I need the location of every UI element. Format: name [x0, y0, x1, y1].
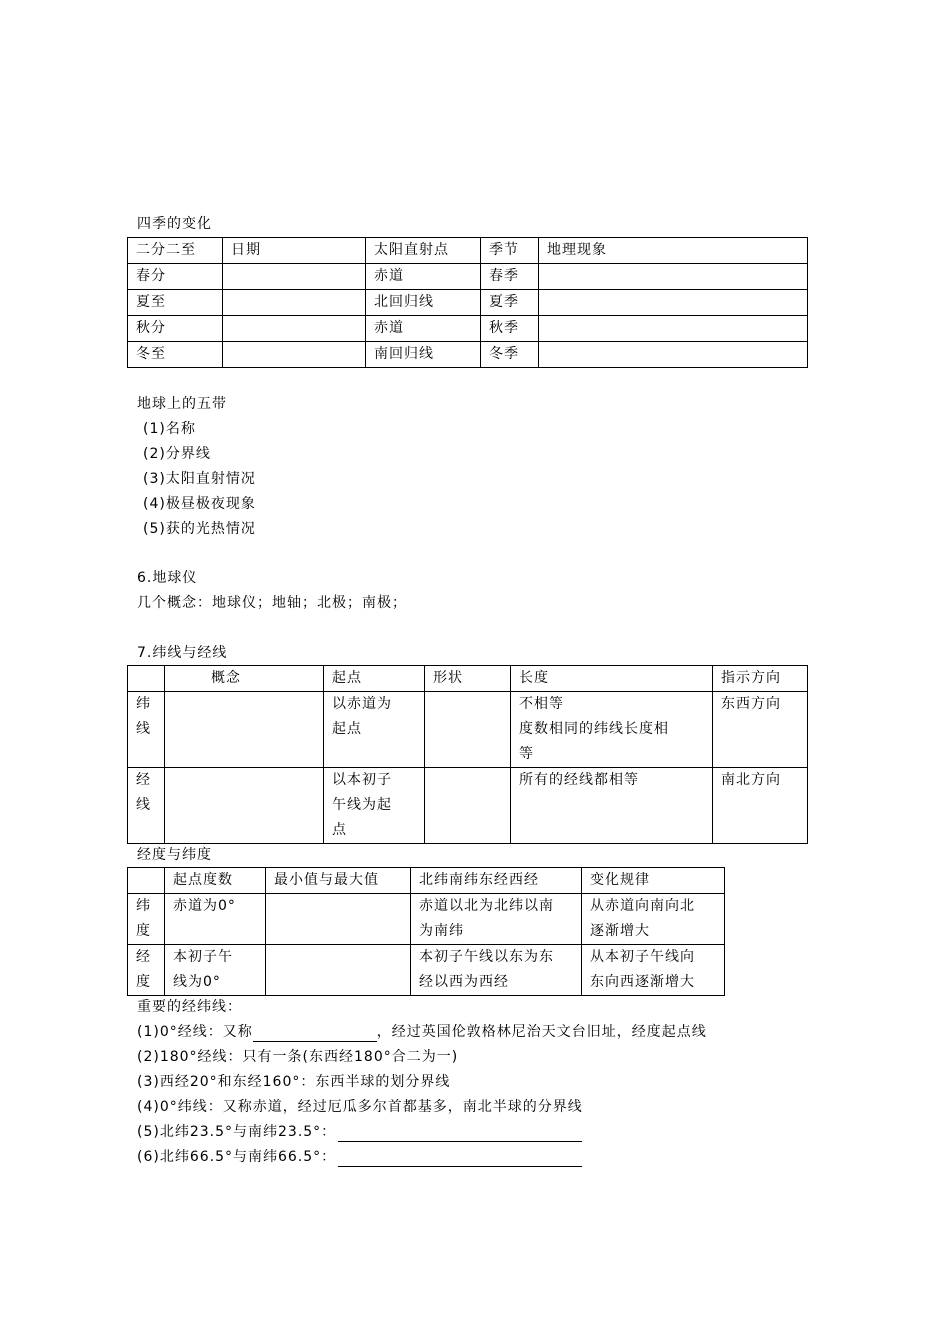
seasons-table	[127, 237, 808, 368]
answer-blank[interactable]	[338, 1125, 582, 1142]
degrees-cell: 从赤道向南向北 逐渐增大	[582, 894, 725, 945]
seasons-cell: 北回归线	[366, 290, 481, 316]
seasons-cell	[539, 264, 808, 290]
degrees-header-cell: 北纬南纬东经西经	[411, 868, 582, 894]
table-row	[128, 290, 808, 316]
answer-blank[interactable]	[338, 1150, 582, 1167]
globe-title: 6.地球仪	[137, 570, 198, 586]
lines-header-cell: 指示方向	[713, 666, 808, 692]
important-item: (4)0°纬线：又称赤道，经过厄瓜多尔首都基多，南北半球的分界线	[137, 1099, 583, 1115]
five-zones-item: (3)太阳直射情况	[143, 471, 256, 487]
table-row	[128, 316, 808, 342]
lines-header-cell: 形状	[425, 666, 511, 692]
five-zones-title: 地球上的五带	[137, 396, 227, 412]
degrees-cell: 从本初子午线向 东向西逐渐增大	[582, 945, 725, 996]
five-zones-item: (2)分界线	[143, 446, 211, 462]
important-item: (3)西经20°和东经160°：东西半球的划分界线	[137, 1074, 451, 1090]
seasons-cell	[223, 316, 366, 342]
lines-cell	[425, 768, 511, 844]
lines-cell: 以赤道为 起点	[324, 692, 425, 768]
seasons-header-cell: 季节	[481, 238, 539, 264]
table-row	[128, 264, 808, 290]
seasons-cell	[539, 342, 808, 368]
table-row	[128, 945, 725, 996]
important-item-text: ，经过英国伦敦格林尼治天文台旧址，经度起点线	[376, 1024, 707, 1040]
table-row	[128, 768, 808, 844]
seasons-cell	[223, 342, 366, 368]
degrees-header-row	[128, 868, 725, 894]
table-row	[128, 692, 808, 768]
degrees-title: 经度与纬度	[137, 847, 212, 863]
lines-cell: 不相等 度数相同的纬线长度相 等	[511, 692, 713, 768]
degrees-cell: 赤道为0°	[165, 894, 266, 945]
seasons-cell	[539, 290, 808, 316]
lines-cell	[425, 692, 511, 768]
five-zones-item: (5)获的光热情况	[143, 521, 256, 537]
seasons-cell: 冬至	[128, 342, 223, 368]
table-row	[128, 894, 725, 945]
important-item	[137, 1122, 582, 1142]
globe-concepts: 几个概念：地球仪；地轴；北极；南极；	[137, 595, 407, 611]
seasons-cell	[539, 316, 808, 342]
lines-cell	[165, 768, 324, 844]
seasons-cell: 秋分	[128, 316, 223, 342]
lines-cell: 纬 线	[128, 692, 165, 768]
important-item-text: (5)北纬23.5°与南纬23.5°：	[137, 1124, 337, 1140]
degrees-cell	[266, 894, 411, 945]
seasons-header-cell: 二分二至	[128, 238, 223, 264]
five-zones-item: (1)名称	[143, 421, 196, 437]
seasons-cell: 南回归线	[366, 342, 481, 368]
degrees-header-cell: 最小值与最大值	[266, 868, 411, 894]
lines-header-cell: 起点	[324, 666, 425, 692]
degrees-cell: 赤道以北为北纬以南 为南纬	[411, 894, 582, 945]
seasons-cell: 夏至	[128, 290, 223, 316]
lines-cell	[165, 692, 324, 768]
important-item-text: (6)北纬66.5°与南纬66.5°：	[137, 1149, 337, 1165]
degrees-cell	[266, 945, 411, 996]
seasons-cell: 赤道	[366, 264, 481, 290]
lines-header-cell: 概念	[165, 666, 324, 692]
five-zones-item: (4)极昼极夜现象	[143, 496, 256, 512]
degrees-header-cell	[128, 868, 165, 894]
seasons-header-cell: 地理现象	[539, 238, 808, 264]
lines-table	[127, 665, 808, 844]
seasons-header-cell: 太阳直射点	[366, 238, 481, 264]
answer-blank[interactable]	[253, 1025, 377, 1042]
seasons-cell: 夏季	[481, 290, 539, 316]
lines-title: 7.纬线与经线	[137, 645, 228, 661]
lines-cell: 经 线	[128, 768, 165, 844]
seasons-cell: 赤道	[366, 316, 481, 342]
important-item: (2)180°经线：只有一条(东西经180°合二为一)	[137, 1049, 459, 1065]
lines-cell: 以本初子 午线为起 点	[324, 768, 425, 844]
seasons-cell: 春季	[481, 264, 539, 290]
important-item	[137, 1147, 582, 1167]
lines-cell: 东西方向	[713, 692, 808, 768]
degrees-table	[127, 867, 725, 996]
seasons-cell: 春分	[128, 264, 223, 290]
degrees-cell: 纬 度	[128, 894, 165, 945]
degrees-header-cell: 起点度数	[165, 868, 266, 894]
lines-cell: 南北方向	[713, 768, 808, 844]
lines-header-cell	[128, 666, 165, 692]
seasons-header-row	[128, 238, 808, 264]
degrees-cell: 本初子午线以东为东 经以西为西经	[411, 945, 582, 996]
important-item	[137, 1022, 707, 1042]
degrees-cell: 本初子午 线为0°	[165, 945, 266, 996]
seasons-cell: 冬季	[481, 342, 539, 368]
important-item-text: (1)0°经线：又称	[137, 1024, 253, 1040]
seasons-cell	[223, 290, 366, 316]
seasons-header-cell: 日期	[223, 238, 366, 264]
table-row	[128, 342, 808, 368]
degrees-cell: 经 度	[128, 945, 165, 996]
lines-header-cell: 长度	[511, 666, 713, 692]
lines-header-row	[128, 666, 808, 692]
degrees-header-cell: 变化规律	[582, 868, 725, 894]
seasons-cell	[223, 264, 366, 290]
lines-cell: 所有的经线都相等	[511, 768, 713, 844]
important-title: 重要的经纬线：	[137, 999, 242, 1015]
seasons-title: 四季的变化	[137, 216, 212, 232]
seasons-cell: 秋季	[481, 316, 539, 342]
